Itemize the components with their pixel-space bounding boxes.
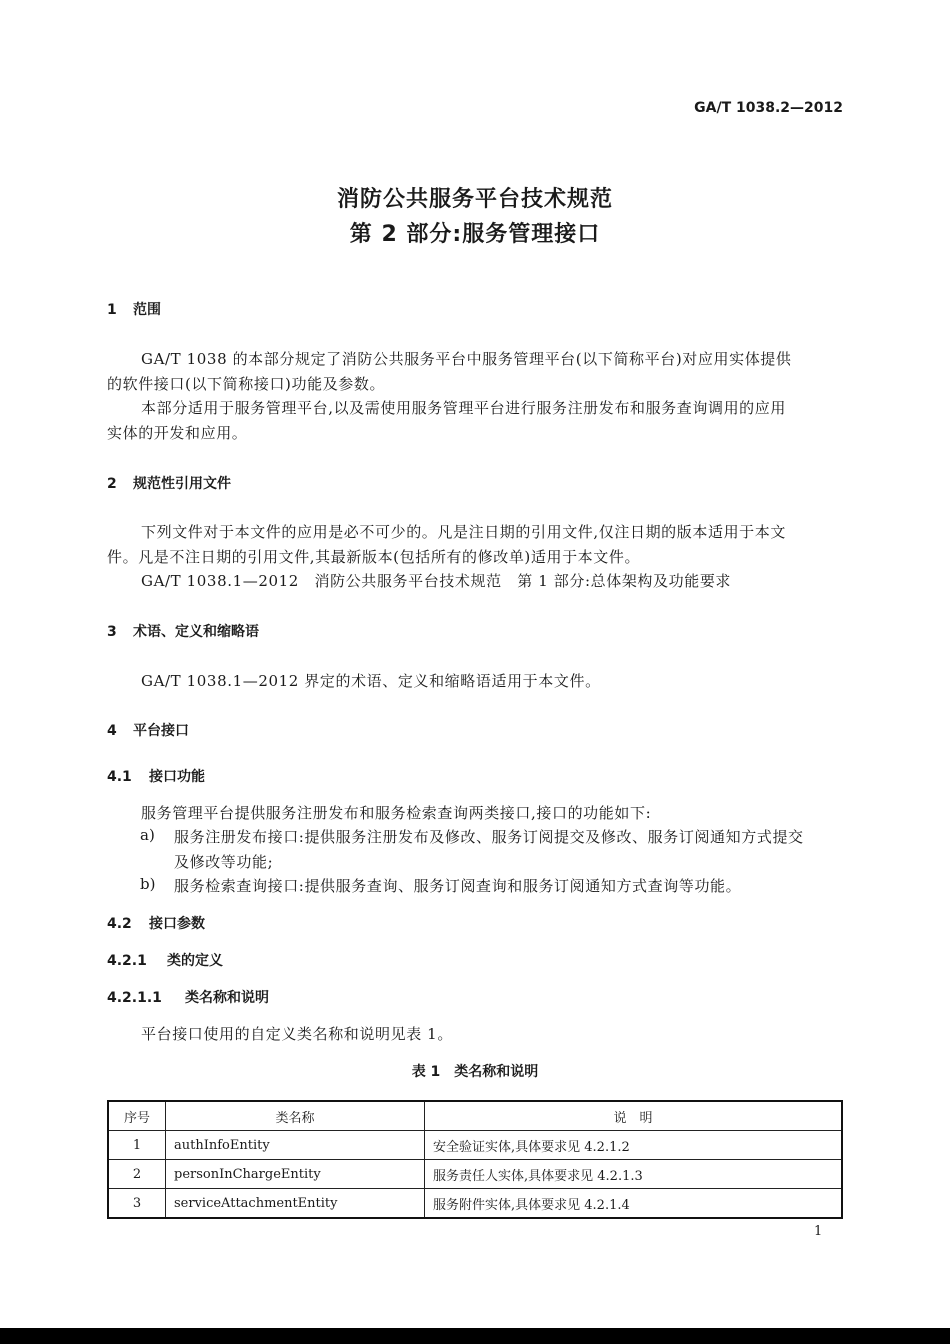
section-number: 4.2.1.1	[107, 990, 162, 1006]
list-item: 服务注册发布接口:提供服务注册发布及修改、服务订阅提交及修改、服务订阅通知方式提交	[174, 828, 804, 846]
table-cell-name: serviceAttachmentEntity	[166, 1189, 425, 1219]
list-item: 及修改等功能;	[174, 853, 274, 871]
column-header: 说 明	[425, 1101, 843, 1131]
table-row	[108, 1189, 842, 1219]
section-number: 1	[107, 302, 117, 318]
table-cell-desc: 服务附件实体,具体要求见 4.2.1.4	[425, 1189, 843, 1219]
table-cell-name: authInfoEntity	[166, 1131, 425, 1160]
list-item: 服务检索查询接口:提供服务查询、服务订阅查询和服务订阅通知方式查询等功能。	[174, 877, 742, 895]
section-title: 接口功能	[149, 769, 205, 785]
section-number: 4.2	[107, 916, 132, 932]
table-cell-no: 3	[108, 1189, 166, 1219]
table-row	[108, 1160, 842, 1189]
table-caption: 表 1 类名称和说明	[411, 1064, 539, 1080]
paragraph: 的软件接口(以下简称接口)功能及参数。	[107, 375, 386, 393]
table-row	[108, 1131, 842, 1160]
paragraph: 服务管理平台提供服务注册发布和服务检索查询两类接口,接口的功能如下:	[141, 804, 652, 822]
paragraph: GA/T 1038 的本部分规定了消防公共服务平台中服务管理平台(以下简称平台)对应用实体提供	[141, 350, 792, 368]
table-cell-no: 2	[108, 1160, 166, 1189]
paragraph: 平台接口使用的自定义类名称和说明见表 1。	[141, 1025, 453, 1043]
section-number: 4.2.1	[107, 953, 147, 969]
table-header-row	[108, 1101, 842, 1131]
document-subtitle: 第 2 部分:服务管理接口	[349, 222, 601, 247]
section-title: 类的定义	[167, 953, 223, 969]
section-4-heading	[107, 720, 189, 740]
section-number: 4	[107, 723, 117, 739]
section-title: 范围	[133, 302, 161, 318]
class-table	[107, 1100, 843, 1219]
section-4-1-heading	[107, 766, 205, 786]
paragraph: 本部分适用于服务管理平台,以及需使用服务管理平台进行服务注册发布和服务查询调用的应用	[141, 399, 786, 417]
section-4-2-1-heading	[107, 950, 223, 970]
table-cell-no: 1	[108, 1131, 166, 1160]
section-title: 类名称和说明	[185, 990, 269, 1006]
section-number: 3	[107, 624, 117, 640]
document-title: 消防公共服务平台技术规范	[336, 187, 613, 212]
section-title: 术语、定义和缩略语	[133, 624, 259, 640]
table-cell-name: personInChargeEntity	[166, 1160, 425, 1189]
page-number: 1	[814, 1224, 823, 1239]
section-1-heading	[107, 299, 161, 319]
paragraph: 件。凡是不注日期的引用文件,其最新版本(包括所有的修改单)适用于本文件。	[107, 548, 641, 566]
paragraph: 实体的开发和应用。	[107, 424, 248, 442]
section-2-heading	[107, 473, 231, 493]
section-number: 4.1	[107, 769, 132, 785]
section-number: 2	[107, 476, 117, 492]
column-header: 序号	[108, 1101, 166, 1131]
section-3-heading	[107, 621, 259, 641]
normative-reference: GA/T 1038.1—2012 消防公共服务平台技术规范 第 1 部分:总体架构及功能要求	[141, 572, 732, 590]
section-title: 平台接口	[133, 723, 189, 739]
section-title: 接口参数	[149, 916, 205, 932]
section-4-2-heading	[107, 913, 205, 933]
list-item-label: a)	[140, 826, 155, 844]
document-code: GA/T 1038.2—2012	[694, 100, 843, 116]
section-title: 规范性引用文件	[133, 476, 231, 492]
page-bottom-edge	[0, 1328, 950, 1344]
paragraph: 下列文件对于本文件的应用是必不可少的。凡是注日期的引用文件,仅注日期的版本适用于本文	[141, 523, 786, 541]
section-4-2-1-1-heading	[107, 987, 269, 1007]
table-cell-desc: 服务责任人实体,具体要求见 4.2.1.3	[425, 1160, 843, 1189]
table-cell-desc: 安全验证实体,具体要求见 4.2.1.2	[425, 1131, 843, 1160]
paragraph: GA/T 1038.1—2012 界定的术语、定义和缩略语适用于本文件。	[141, 672, 601, 690]
list-item-label: b)	[140, 875, 156, 893]
column-header: 类名称	[166, 1101, 425, 1131]
